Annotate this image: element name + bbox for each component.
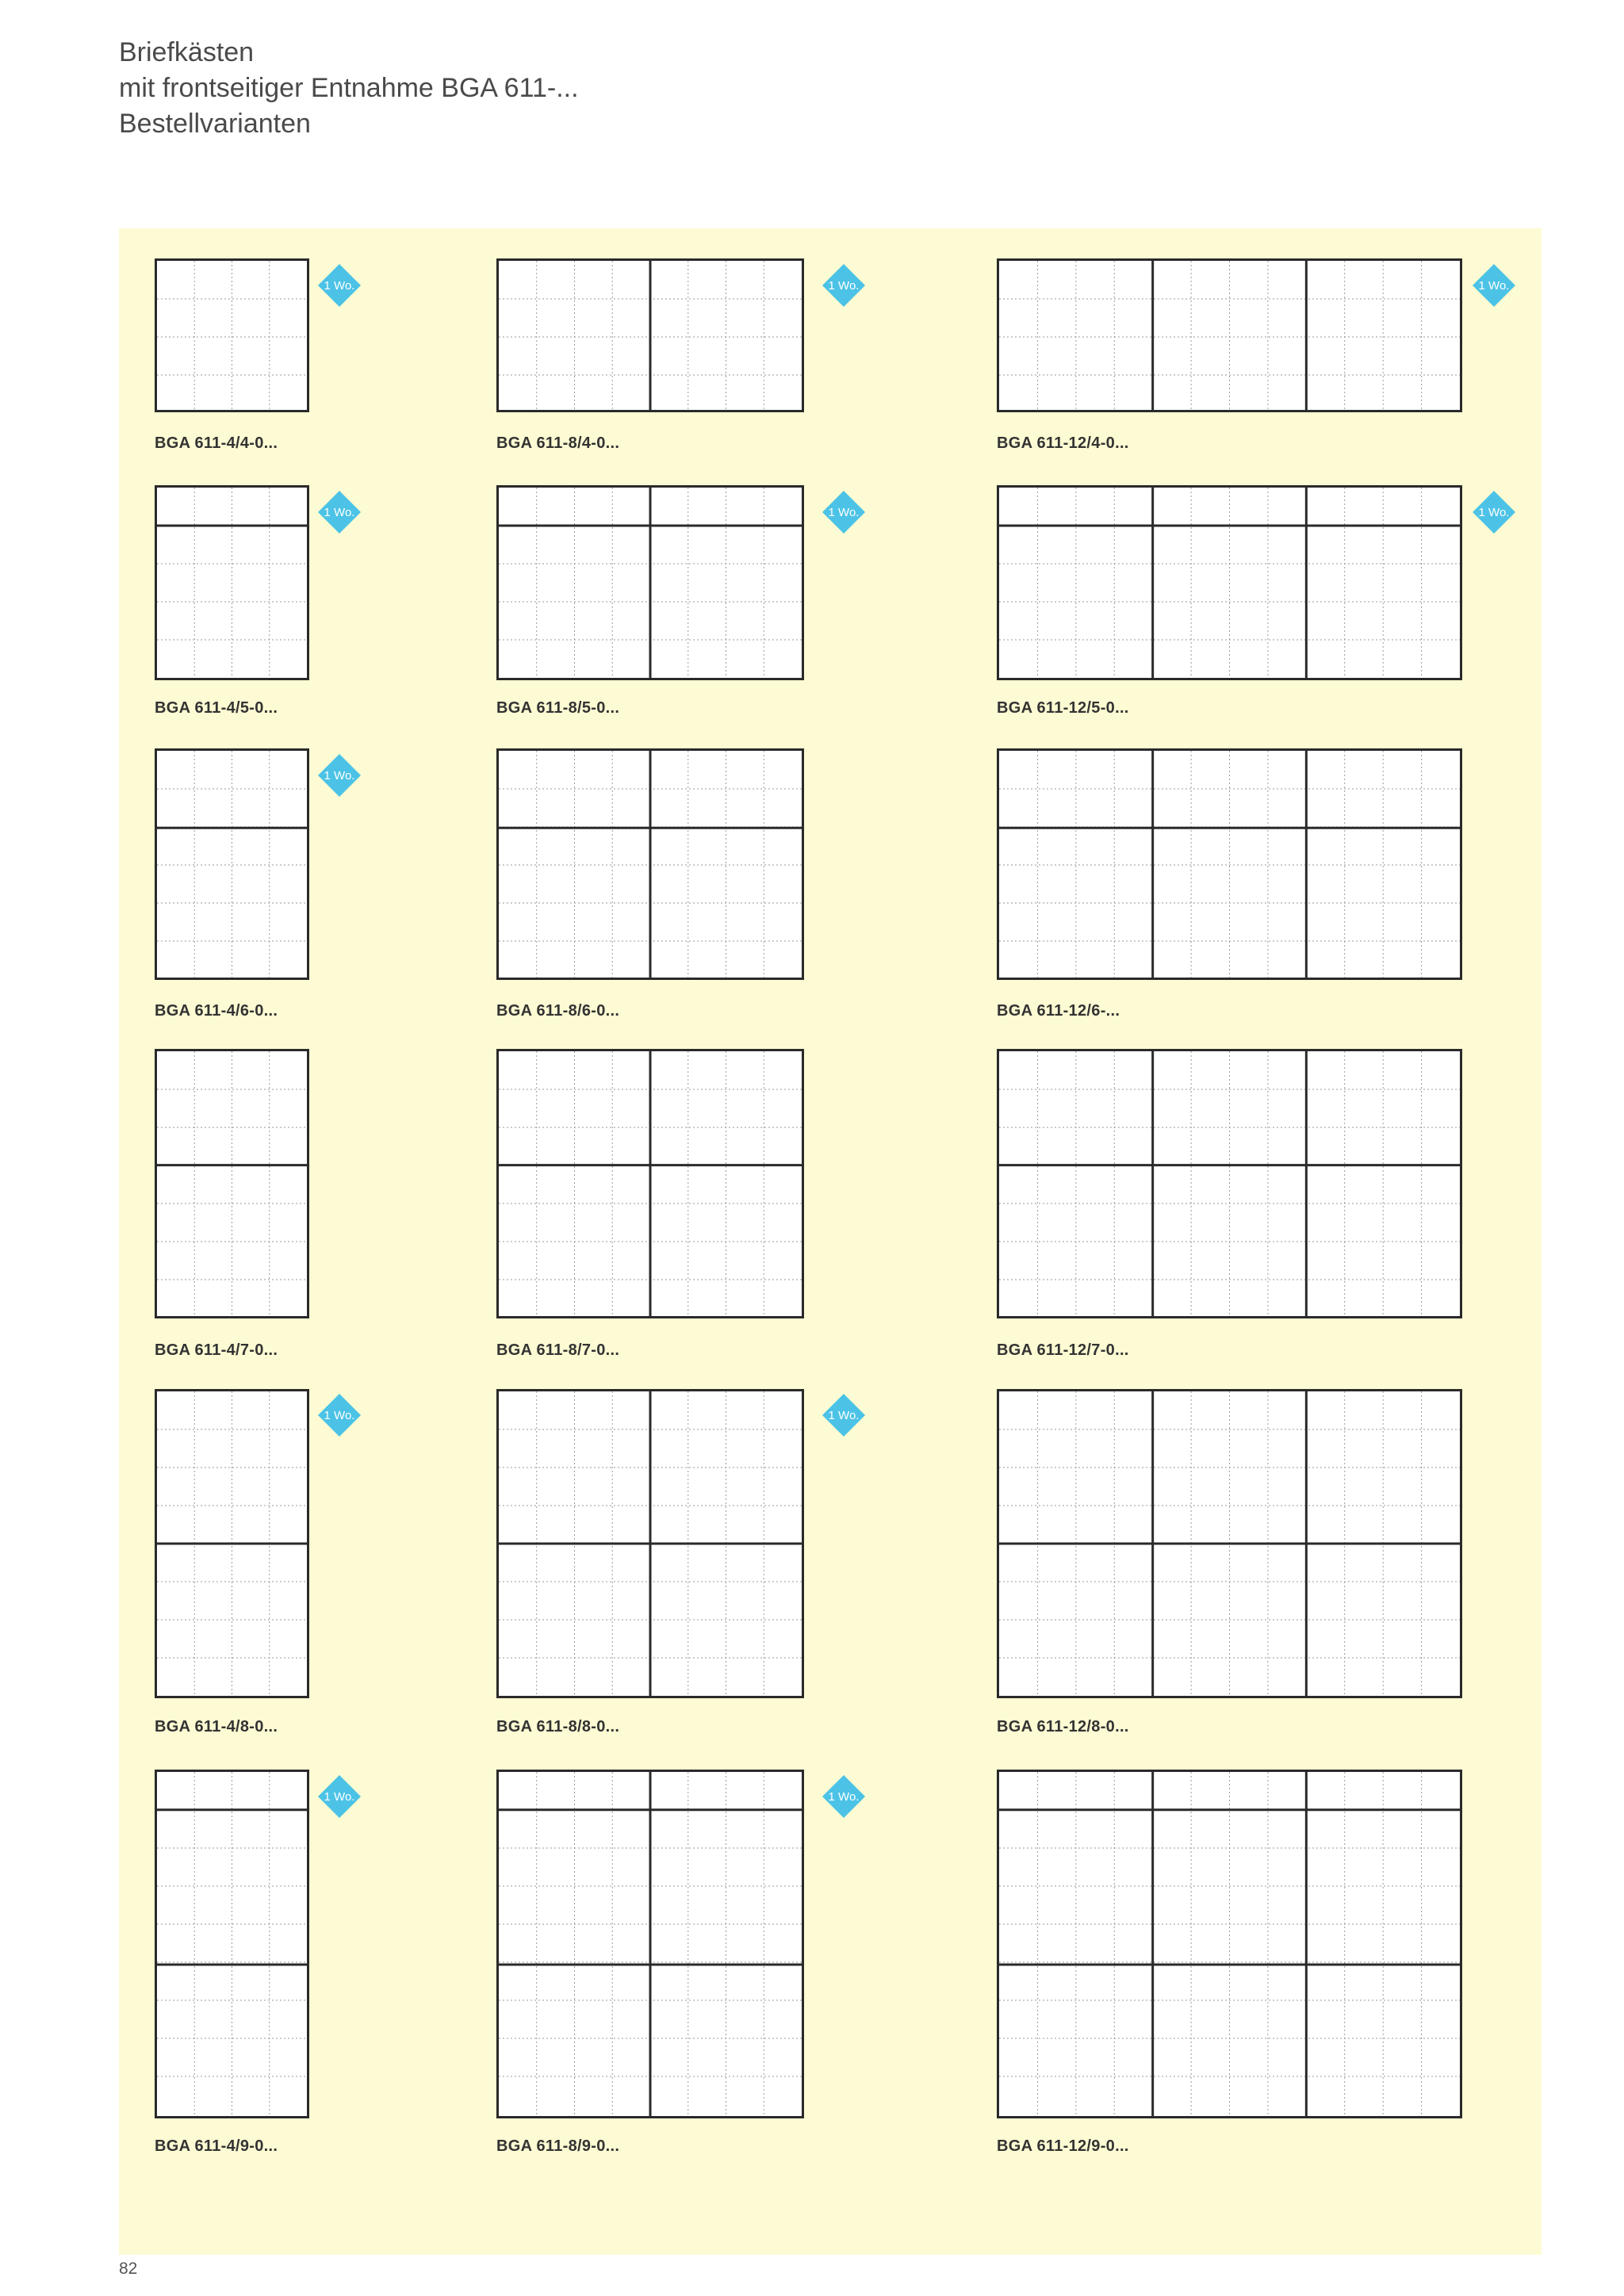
variant-label: BGA 611-12/6-... — [997, 1002, 1120, 1020]
mailbox-diagram — [496, 748, 804, 980]
delivery-badge — [822, 1774, 866, 1819]
mailbox-diagram — [496, 258, 804, 412]
delivery-badge — [822, 1393, 866, 1437]
title-line-2: mit frontseitiger Entnahme BGA 611-... — [119, 73, 579, 103]
page-number: 82 — [119, 2260, 138, 2278]
page-title — [119, 35, 579, 142]
variant-label: BGA 611-12/7-0... — [997, 1341, 1129, 1359]
badge-label: 1 Wo. — [828, 278, 860, 293]
mailbox-grid — [999, 1391, 1460, 1696]
mailbox-diagram — [155, 1389, 309, 1698]
mailbox-grid — [157, 1772, 307, 2116]
badge-label: 1 Wo. — [1478, 505, 1510, 519]
badge-label: 1 Wo. — [1478, 278, 1510, 293]
mailbox-diagram — [997, 258, 1462, 412]
delivery-badge — [822, 263, 866, 308]
mailbox-grid — [157, 261, 307, 410]
badge-label: 1 Wo. — [828, 505, 860, 519]
variant-label: BGA 611-4/8-0... — [155, 1718, 278, 1735]
mailbox-diagram — [155, 258, 309, 412]
mailbox-diagram — [997, 1389, 1462, 1698]
mailbox-diagram — [997, 748, 1462, 980]
mailbox-grid — [499, 261, 802, 410]
delivery-badge — [317, 753, 362, 798]
mailbox-grid — [157, 488, 307, 678]
badge-label: 1 Wo. — [828, 1408, 860, 1422]
mailbox-diagram — [496, 1389, 804, 1698]
variant-label: BGA 611-4/6-0... — [155, 1002, 278, 1020]
variant-label: BGA 611-12/5-0... — [997, 699, 1129, 717]
badge-label: 1 Wo. — [324, 278, 355, 293]
mailbox-diagram — [997, 1049, 1462, 1318]
variant-label: BGA 611-8/7-0... — [496, 1341, 620, 1359]
mailbox-grid — [499, 751, 802, 978]
variant-label: BGA 611-8/5-0... — [496, 699, 620, 717]
mailbox-grid — [499, 1391, 802, 1696]
mailbox-grid — [999, 751, 1460, 978]
delivery-badge — [1472, 490, 1516, 534]
delivery-badge — [822, 490, 866, 534]
variant-label: BGA 611-4/4-0... — [155, 434, 278, 452]
mailbox-grid — [499, 1772, 802, 2116]
mailbox-diagram — [997, 485, 1462, 680]
mailbox-grid — [499, 488, 802, 678]
mailbox-grid — [499, 1051, 802, 1316]
variant-label: BGA 611-8/8-0... — [496, 1718, 620, 1735]
variant-label: BGA 611-12/4-0... — [997, 434, 1129, 452]
mailbox-grid — [999, 1051, 1460, 1316]
mailbox-grid — [999, 1772, 1460, 2116]
variant-label: BGA 611-8/6-0... — [496, 1002, 620, 1020]
mailbox-diagram — [496, 485, 804, 680]
delivery-badge — [1472, 263, 1516, 308]
mailbox-diagram — [155, 1770, 309, 2118]
variant-label: BGA 611-4/7-0... — [155, 1341, 278, 1359]
variant-label: BGA 611-12/8-0... — [997, 1718, 1129, 1735]
delivery-badge — [317, 1774, 362, 1819]
mailbox-diagram — [997, 1770, 1462, 2118]
variant-label: BGA 611-4/9-0... — [155, 2137, 278, 2155]
variant-label: BGA 611-4/5-0... — [155, 699, 278, 717]
badge-label: 1 Wo. — [324, 768, 355, 783]
mailbox-diagram — [496, 1770, 804, 2118]
mailbox-diagram — [496, 1049, 804, 1318]
mailbox-diagram — [155, 1049, 309, 1318]
badge-label: 1 Wo. — [324, 505, 355, 519]
variant-label: BGA 611-8/4-0... — [496, 434, 620, 452]
badge-label: 1 Wo. — [324, 1789, 355, 1804]
mailbox-grid — [157, 751, 307, 978]
title-line-3: Bestellvarianten — [119, 109, 311, 139]
mailbox-grid — [999, 261, 1460, 410]
title-line-1: Briefkästen — [119, 37, 255, 67]
delivery-badge — [317, 490, 362, 534]
mailbox-diagram — [155, 748, 309, 980]
badge-label: 1 Wo. — [828, 1789, 860, 1804]
mailbox-grid — [157, 1391, 307, 1696]
mailbox-diagram — [155, 485, 309, 680]
variant-label: BGA 611-12/9-0... — [997, 2137, 1129, 2155]
delivery-badge — [317, 263, 362, 308]
badge-label: 1 Wo. — [324, 1408, 355, 1422]
mailbox-grid — [157, 1051, 307, 1316]
mailbox-grid — [999, 488, 1460, 678]
variant-label: BGA 611-8/9-0... — [496, 2137, 620, 2155]
delivery-badge — [317, 1393, 362, 1437]
